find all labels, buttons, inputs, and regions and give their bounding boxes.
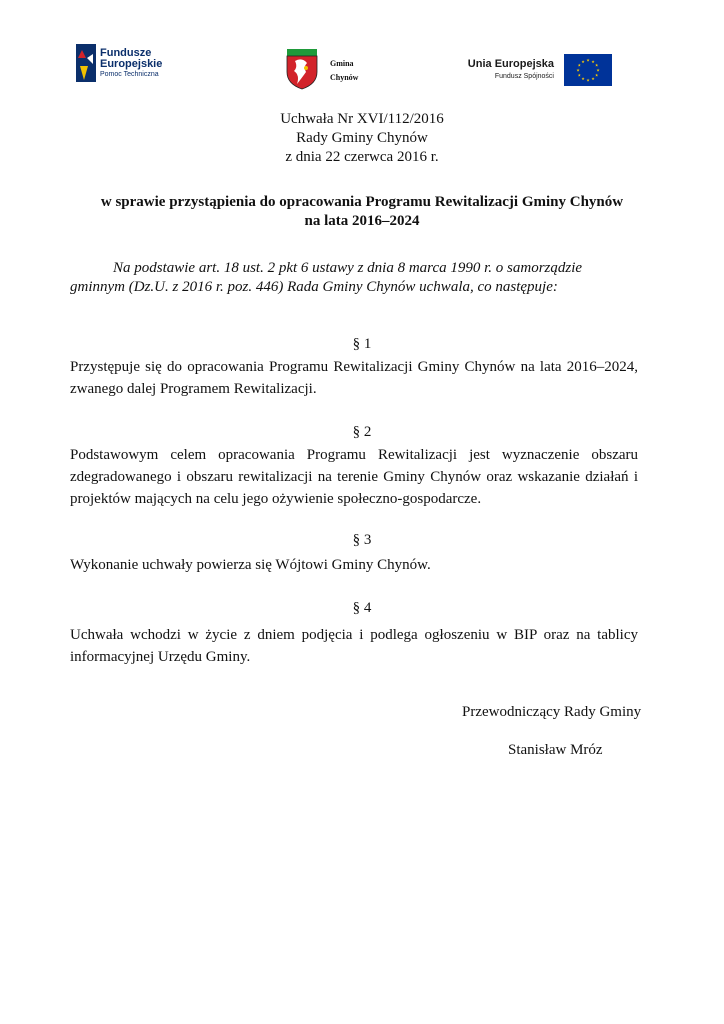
fe-logo-line1: Fundusze xyxy=(100,47,152,59)
section-4-sign: § 4 xyxy=(352,600,372,616)
svg-text:★: ★ xyxy=(581,58,585,64)
subject-line2: na lata 2016–2024 xyxy=(304,213,420,229)
gmina-logo-line1: Gmina xyxy=(330,59,354,68)
svg-text:★: ★ xyxy=(586,57,590,63)
svg-text:★: ★ xyxy=(594,72,599,78)
resolution-date: z dnia 22 czerwca 2016 r. xyxy=(285,149,439,165)
fe-logo-line2: Europejskie xyxy=(100,58,163,70)
svg-text:★: ★ xyxy=(577,72,582,78)
fe-logo-line3: Pomoc Techniczna xyxy=(100,71,159,78)
ue-logo-line1: Unia Europejska xyxy=(467,58,554,70)
subject-line1: w sprawie przystąpienia do opracowania Programu Rewitalizacji Gminy Chynów xyxy=(100,194,624,210)
svg-text:★: ★ xyxy=(576,67,580,73)
resolution-council: Rady Gminy Chynów xyxy=(296,130,428,146)
svg-text:★: ★ xyxy=(591,58,595,64)
resolution-title xyxy=(0,110,724,167)
resolution-subject xyxy=(0,193,724,231)
ue-logo-line2: Fundusz Spójności xyxy=(494,73,554,80)
gmina-logo-line2: Chynów xyxy=(330,73,359,82)
svg-text:★: ★ xyxy=(577,62,582,68)
section-2-sign: § 2 xyxy=(352,424,372,440)
section-3-text: Wykonanie uchwały powierza się Wójtowi Gminy Chynów. xyxy=(70,557,431,573)
eu-flag-icon xyxy=(564,54,612,86)
unia-europejska-logo xyxy=(467,54,612,88)
svg-text:★: ★ xyxy=(594,62,599,68)
signature-name: Stanisław Mróz xyxy=(508,742,603,758)
signature-role: Przewodniczący Rady Gminy xyxy=(462,704,642,720)
resolution-number: Uchwała Nr XVI/112/2016 xyxy=(280,111,444,127)
section-1-sign: § 1 xyxy=(352,336,372,352)
section-4-text: Uchwała wchodzi w życie z dniem podjęcia i podlega ogłoszeniu w BIP oraz na tablicy informacyjnej Urzędu Gminy. xyxy=(70,627,638,665)
svg-text:★: ★ xyxy=(596,67,600,73)
fundusze-europejskie-logo xyxy=(76,44,186,88)
svg-text:★: ★ xyxy=(591,76,595,82)
svg-text:★: ★ xyxy=(581,76,585,82)
section-3-sign: § 3 xyxy=(352,532,372,548)
svg-text:★: ★ xyxy=(586,77,590,83)
fe-star-icon xyxy=(76,44,98,84)
gmina-crest-icon xyxy=(282,48,322,90)
section-1-text: Przystępuje się do opracowania Programu Rewitalizacji Gminy Chynów na lata 2016–2024, zwanego dalej Programem Rewitalizacji. xyxy=(70,359,638,397)
gmina-chynow-logo xyxy=(282,48,382,90)
section-2-text: Podstawowym celem opracowania Programu Rewitalizacji jest wyznaczenie obszaru zdegradowanego i obszaru rewitalizacji na terenie Gminy Chynów oraz wskazanie działań i projektów mających na celu jego ożywienie społeczno-gospodarcze. xyxy=(70,447,638,507)
preamble: Na podstawie art. 18 ust. 2 pkt 6 ustawy z dnia 8 marca 1990 r. o samorządzie gminnym (Dz.U. z 2016 r. poz. 446) Rada Gminy Chynów uchwala, co następuje: xyxy=(70,260,583,295)
